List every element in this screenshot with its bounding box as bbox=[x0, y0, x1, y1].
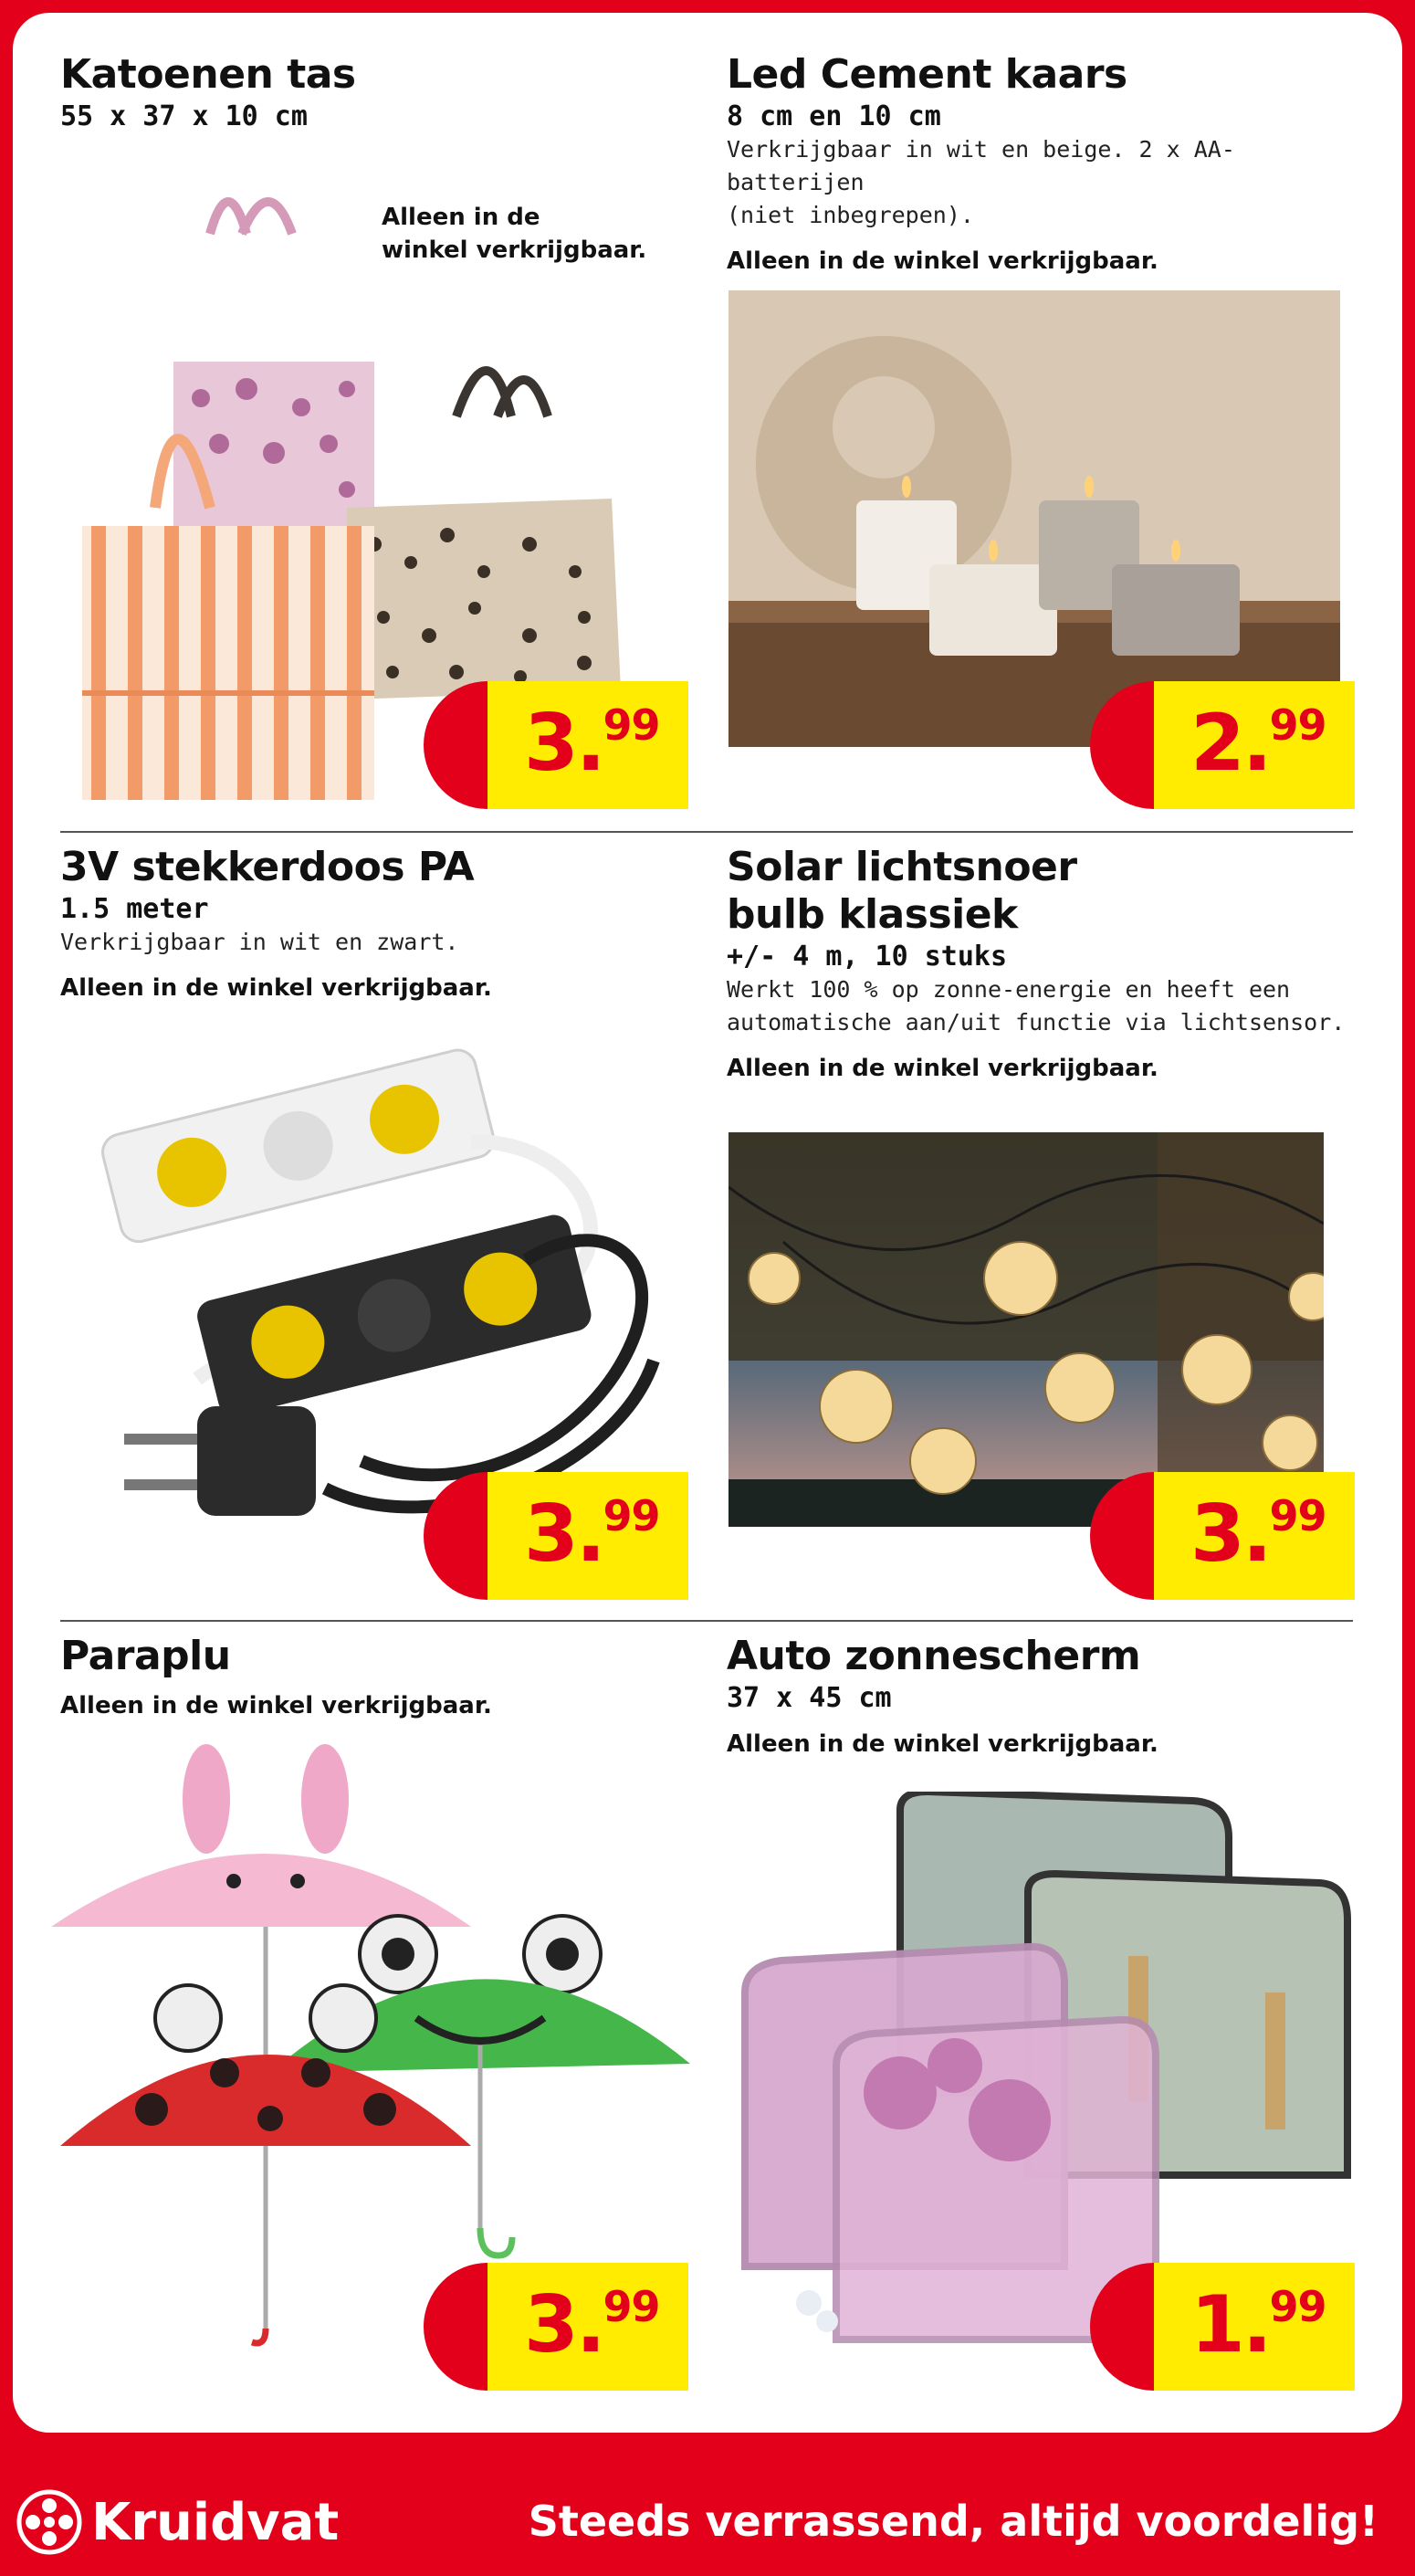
product-size: +/- 4 m, 10 stuks bbox=[727, 941, 1008, 973]
price-cents: 99 bbox=[1269, 1491, 1326, 1540]
availability-note: Alleen in de winkel verkrijgbaar. bbox=[727, 1730, 1158, 1758]
price-tag bbox=[1090, 2263, 1355, 2391]
product-size: 1.5 meter bbox=[60, 893, 209, 925]
price-tag bbox=[424, 681, 688, 809]
section-divider bbox=[60, 1620, 1353, 1622]
price-euros: 3. bbox=[524, 698, 603, 789]
price-cents: 99 bbox=[603, 1491, 660, 1540]
product-description: Verkrijgbaar in wit en zwart. bbox=[60, 929, 459, 955]
product-title: Katoenen tas bbox=[60, 51, 356, 98]
price-euros: 3. bbox=[524, 1488, 603, 1580]
price-tag bbox=[1090, 1472, 1355, 1600]
price-euros: 3. bbox=[1190, 1488, 1270, 1580]
availability-note: Alleen in de winkel verkrijgbaar. bbox=[727, 247, 1158, 275]
product-solar-lichtsnoer bbox=[727, 844, 1366, 1118]
price-cents: 99 bbox=[1269, 700, 1326, 750]
price-euros: 2. bbox=[1190, 698, 1270, 789]
product-description: Verkrijgbaar in wit en beige. 2 x AA-batterijen (niet inbegrepen). bbox=[727, 136, 1235, 228]
price-cents: 99 bbox=[603, 700, 660, 750]
product-auto-zonnescherm bbox=[727, 1633, 1357, 1779]
product-title: Paraplu bbox=[60, 1633, 231, 1679]
brand-name: Kruidvat bbox=[91, 2492, 340, 2552]
price-tag bbox=[1090, 681, 1355, 809]
footer-bar bbox=[0, 2447, 1415, 2576]
kruidvat-logo[interactable] bbox=[16, 2489, 339, 2555]
product-title: Solar lichtsnoer bulb klassiek bbox=[727, 844, 1077, 938]
price-euros: 3. bbox=[524, 2279, 603, 2371]
product-description: Werkt 100 % op zonne-energie en heeft een automatische aan/uit functie via lichtsensor. bbox=[727, 976, 1346, 1036]
product-title: Led Cement kaars bbox=[727, 51, 1127, 98]
availability-note: Alleen in de winkel verkrijgbaar. bbox=[382, 204, 647, 264]
product-size: 37 x 45 cm bbox=[727, 1682, 892, 1714]
price-tag bbox=[424, 2263, 688, 2391]
price-cents: 99 bbox=[603, 2282, 660, 2331]
availability-note: Alleen in de winkel verkrijgbaar. bbox=[727, 1055, 1158, 1082]
slogan: Steeds verrassend, altijd voordelig! bbox=[528, 2497, 1378, 2546]
product-title: 3V stekkerdoos PA bbox=[60, 844, 475, 890]
product-size: 8 cm en 10 cm bbox=[727, 100, 941, 132]
availability-note: Alleen in de winkel verkrijgbaar. bbox=[60, 974, 492, 1002]
section-divider bbox=[60, 831, 1353, 833]
availability-note: Alleen in de winkel verkrijgbaar. bbox=[60, 1692, 492, 1719]
animal-umbrellas-image bbox=[51, 1744, 690, 2347]
product-led-cement-kaars bbox=[727, 51, 1357, 325]
product-stekkerdoos bbox=[60, 844, 690, 1026]
solar-bulb-lights-image bbox=[728, 1132, 1324, 1527]
cement-candles-image bbox=[728, 290, 1340, 747]
product-title: Auto zonnescherm bbox=[727, 1633, 1141, 1679]
product-paraplu bbox=[60, 1633, 690, 1742]
kruidvat-flower-icon bbox=[16, 2489, 82, 2555]
price-euros: 1. bbox=[1190, 2279, 1270, 2371]
price-tag bbox=[424, 1472, 688, 1600]
price-cents: 99 bbox=[1269, 2282, 1326, 2331]
product-size: 55 x 37 x 10 cm bbox=[60, 100, 308, 132]
